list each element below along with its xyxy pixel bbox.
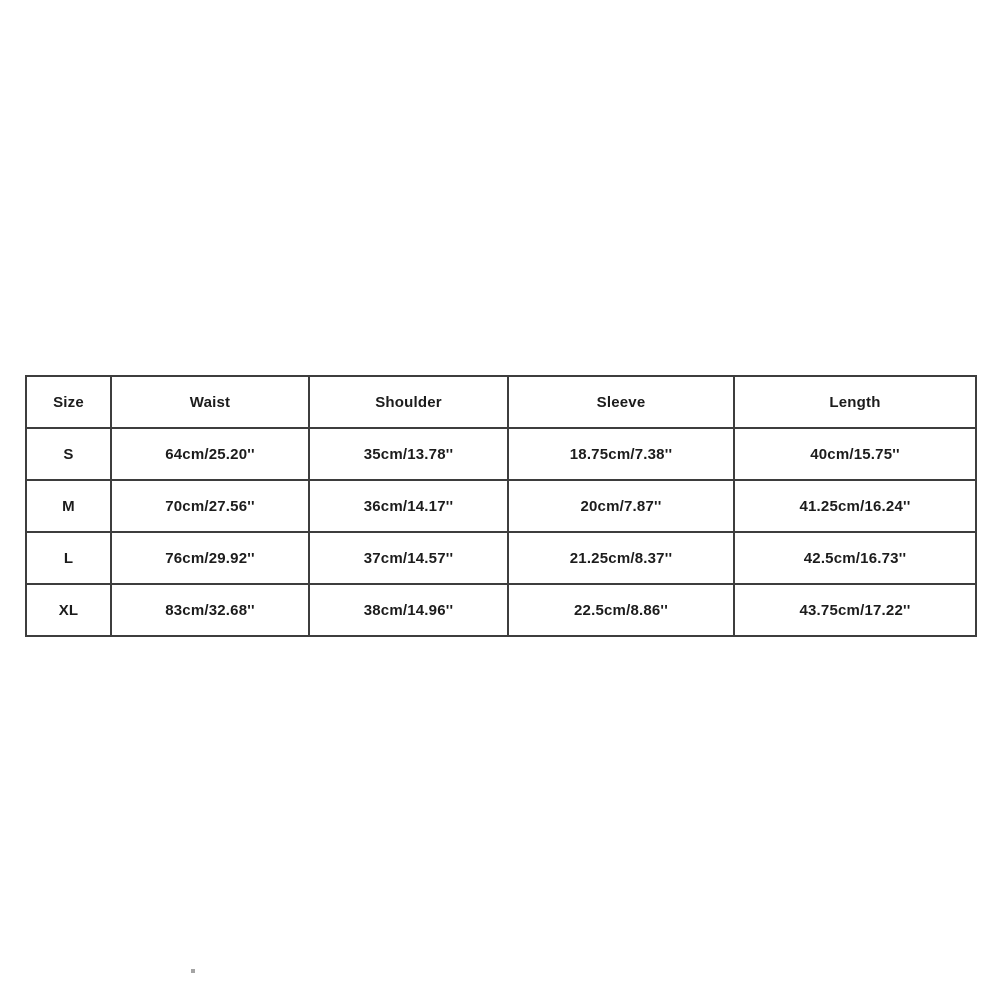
column-header-shoulder: Shoulder xyxy=(309,376,508,428)
table-row xyxy=(26,532,976,584)
waist-cell: 83cm/32.68'' xyxy=(111,584,309,636)
shoulder-cell: 36cm/14.17'' xyxy=(309,480,508,532)
table-row xyxy=(26,428,976,480)
size-chart-table xyxy=(25,375,977,637)
size-cell: M xyxy=(26,480,111,532)
table-row xyxy=(26,480,976,532)
column-header-waist: Waist xyxy=(111,376,309,428)
length-cell: 42.5cm/16.73'' xyxy=(734,532,976,584)
sleeve-cell: 22.5cm/8.86'' xyxy=(508,584,734,636)
shoulder-cell: 38cm/14.96'' xyxy=(309,584,508,636)
shoulder-cell: 37cm/14.57'' xyxy=(309,532,508,584)
column-header-length: Length xyxy=(734,376,976,428)
sleeve-cell: 20cm/7.87'' xyxy=(508,480,734,532)
waist-cell: 76cm/29.92'' xyxy=(111,532,309,584)
waist-cell: 70cm/27.56'' xyxy=(111,480,309,532)
size-cell: L xyxy=(26,532,111,584)
sleeve-cell: 21.25cm/8.37'' xyxy=(508,532,734,584)
length-cell: 43.75cm/17.22'' xyxy=(734,584,976,636)
column-header-size: Size xyxy=(26,376,111,428)
waist-cell: 64cm/25.20'' xyxy=(111,428,309,480)
column-header-sleeve: Sleeve xyxy=(508,376,734,428)
length-cell: 41.25cm/16.24'' xyxy=(734,480,976,532)
sleeve-cell: 18.75cm/7.38'' xyxy=(508,428,734,480)
length-cell: 40cm/15.75'' xyxy=(734,428,976,480)
table-header-row xyxy=(26,376,976,428)
size-cell: S xyxy=(26,428,111,480)
shoulder-cell: 35cm/13.78'' xyxy=(309,428,508,480)
size-cell: XL xyxy=(26,584,111,636)
speck-artifact xyxy=(191,969,195,973)
table-row xyxy=(26,584,976,636)
